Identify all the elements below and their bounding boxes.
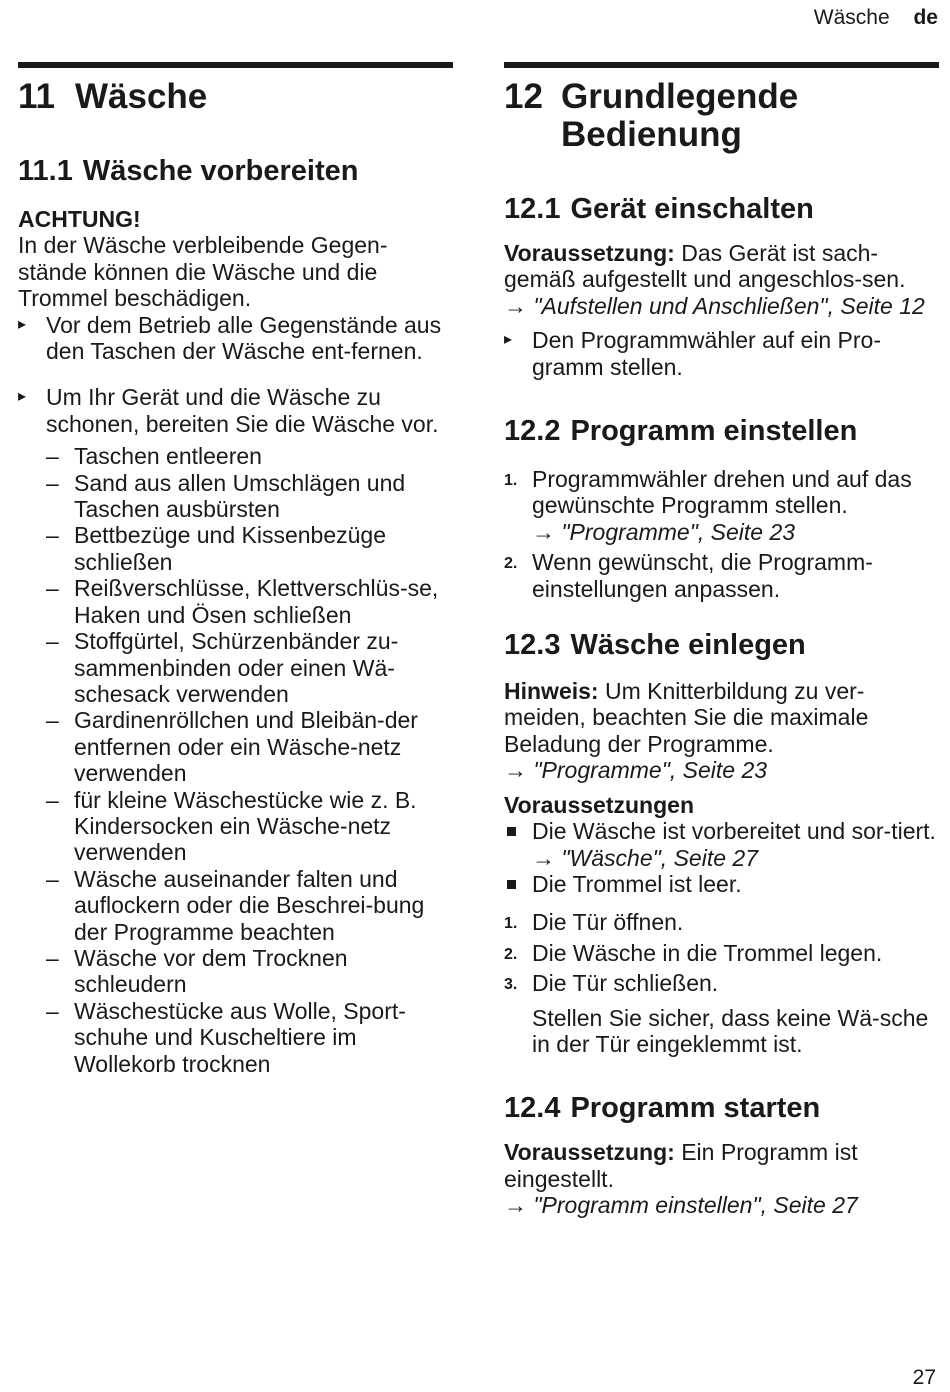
chapter-title: Wäsche [75,77,208,116]
section-title: Programm starten [570,1092,821,1125]
section-number: 12.1 [504,193,561,225]
section-title: Programm einstellen [570,415,858,448]
header-language: de [913,6,938,29]
step-text: Wenn gewünscht, die Programm-einstellungen anpassen. [532,549,873,602]
prerequisite-text: Ein Programm ist eingestellt. [504,1139,858,1192]
prerequisite-text: Die Trommel ist leer. [532,870,742,897]
list-item: – Sand aus allen Umschlägen und Taschen ausbürsten [18,470,453,523]
section-title: Wäsche vorbereiten [82,155,359,187]
prerequisite-paragraph [504,240,939,293]
list-item: – für kleine Wäschestücke wie z. B. Kindersocken ein Wäsche-netz verwenden [18,787,453,866]
list-item: – Wäschestücke aus Wolle, Sport-schuhe und Kuscheltiere im Wollekorb trocknen [18,998,453,1077]
numbered-steps [504,909,939,996]
chapter-title: Grundlegende Bedienung [561,77,799,154]
step-number: 1. [504,472,518,490]
prerequisite-text: Die Wäsche ist vorbereitet und sor-tiert. [532,818,936,845]
step-number: 3. [504,976,518,994]
section-number: 12.4 [504,1092,561,1125]
step-item: ▸ Den Programmwähler auf ein Pro-gramm stellen. [504,327,939,380]
section-title: Gerät einschalten [570,193,814,225]
section-title: Wäsche einlegen [570,629,806,662]
step-text: Die Tür öffnen. [532,909,684,936]
step-text: Die Wäsche in die Trommel legen. [532,939,883,966]
list-item: – Taschen entleeren [18,443,453,469]
list-item: – Gardinenröllchen und Bleibän-der entfernen oder ein Wäsche-netz verwenden [18,707,453,786]
step-number: 2. [504,555,518,573]
section-12-2-heading [504,414,939,448]
step-text: Die Tür schließen. [532,970,719,997]
left-column [18,62,453,1077]
list-item: – Wäsche vor dem Trocknen schleudern [18,945,453,998]
preparation-list [18,443,453,1077]
step-item: ▸ Vor dem Betrieb alle Gegenstände aus den Taschen der Wäsche ent-fernen. [18,312,453,365]
chapter-number: 12 [504,77,543,116]
cross-reference: → "Wäsche", Seite 27 [532,844,758,871]
prerequisites-title: Voraussetzungen [504,791,694,818]
section-11-1-heading [18,154,453,188]
step-number: 1. [504,915,518,933]
list-item: – Stoffgürtel, Schürzenbänder zu-sammenbinden oder einen Wä-schesack verwenden [18,628,453,707]
list-item: – Bettbezüge und Kissenbezüge schließen [18,522,453,575]
page-header [814,6,938,30]
chapter-rule [18,62,453,68]
numbered-steps [504,466,939,602]
note-label: Hinweis: [504,678,599,705]
chapter-11-heading [18,78,453,116]
step-list [504,327,939,380]
numbered-step [504,466,939,545]
warning-label: ACHTUNG! [18,206,141,232]
step-list [18,312,453,438]
numbered-step [504,940,939,966]
chapter-rule [504,62,939,68]
prerequisites-list [504,818,939,897]
note-paragraph [504,678,939,757]
prerequisite-label: Voraussetzung: [504,240,675,266]
cross-reference: → "Aufstellen und Anschließen", Seite 12 [504,292,925,319]
prerequisite-label: Voraussetzung: [504,1139,675,1166]
chapter-number: 11 [18,77,55,116]
numbered-step [504,549,939,602]
prerequisite-paragraph [504,1139,939,1192]
prerequisite-text: Das Gerät ist sach-gemäß aufgestellt und angeschlos-sen. [504,240,906,293]
section-12-3-heading [504,628,939,662]
section-12-4-heading [504,1091,939,1125]
step-text: Programmwähler drehen und auf das gewünschte Programm stellen. [532,466,912,519]
right-column [504,62,939,1219]
section-number: 12.3 [504,629,561,662]
step-number: 2. [504,945,518,963]
cross-reference: → "Programme", Seite 23 [532,518,796,545]
step-item: ▸ Um Ihr Gerät und die Wäsche zu schonen, bereiten Sie die Wäsche vor. [18,384,453,437]
section-number: 11.1 [18,155,73,187]
warning-text: In der Wäsche verbleibende Gegen-stände können die Wäsche und die Trommel beschädigen. [18,232,388,312]
prerequisite-item [504,818,939,871]
page-number: 27 [912,1366,936,1389]
list-item: – Reißverschlüsse, Klettverschlüs-se, Haken und Ösen schließen [18,575,453,628]
section-12-1-heading [504,192,939,226]
cross-reference: → "Programme", Seite 23 [504,757,768,784]
numbered-step [504,909,939,935]
chapter-12-heading [504,78,939,154]
list-item: – Wäsche auseinander falten und auflockern oder die Beschrei-bung der Programme beachten [18,866,453,945]
header-section-title: Wäsche [813,6,890,29]
numbered-step [504,970,939,996]
cross-reference: → "Programm einstellen", Seite 27 [504,1192,858,1219]
section-number: 12.2 [504,415,561,448]
step-result-text: Stellen Sie sicher, dass keine Wä-sche in der Tür eingeklemmt ist. [532,1004,929,1057]
prerequisite-item [504,871,939,897]
note-text: Um Knitterbildung zu ver-meiden, beachten Sie die maximale Beladung der Programme. [504,678,869,757]
